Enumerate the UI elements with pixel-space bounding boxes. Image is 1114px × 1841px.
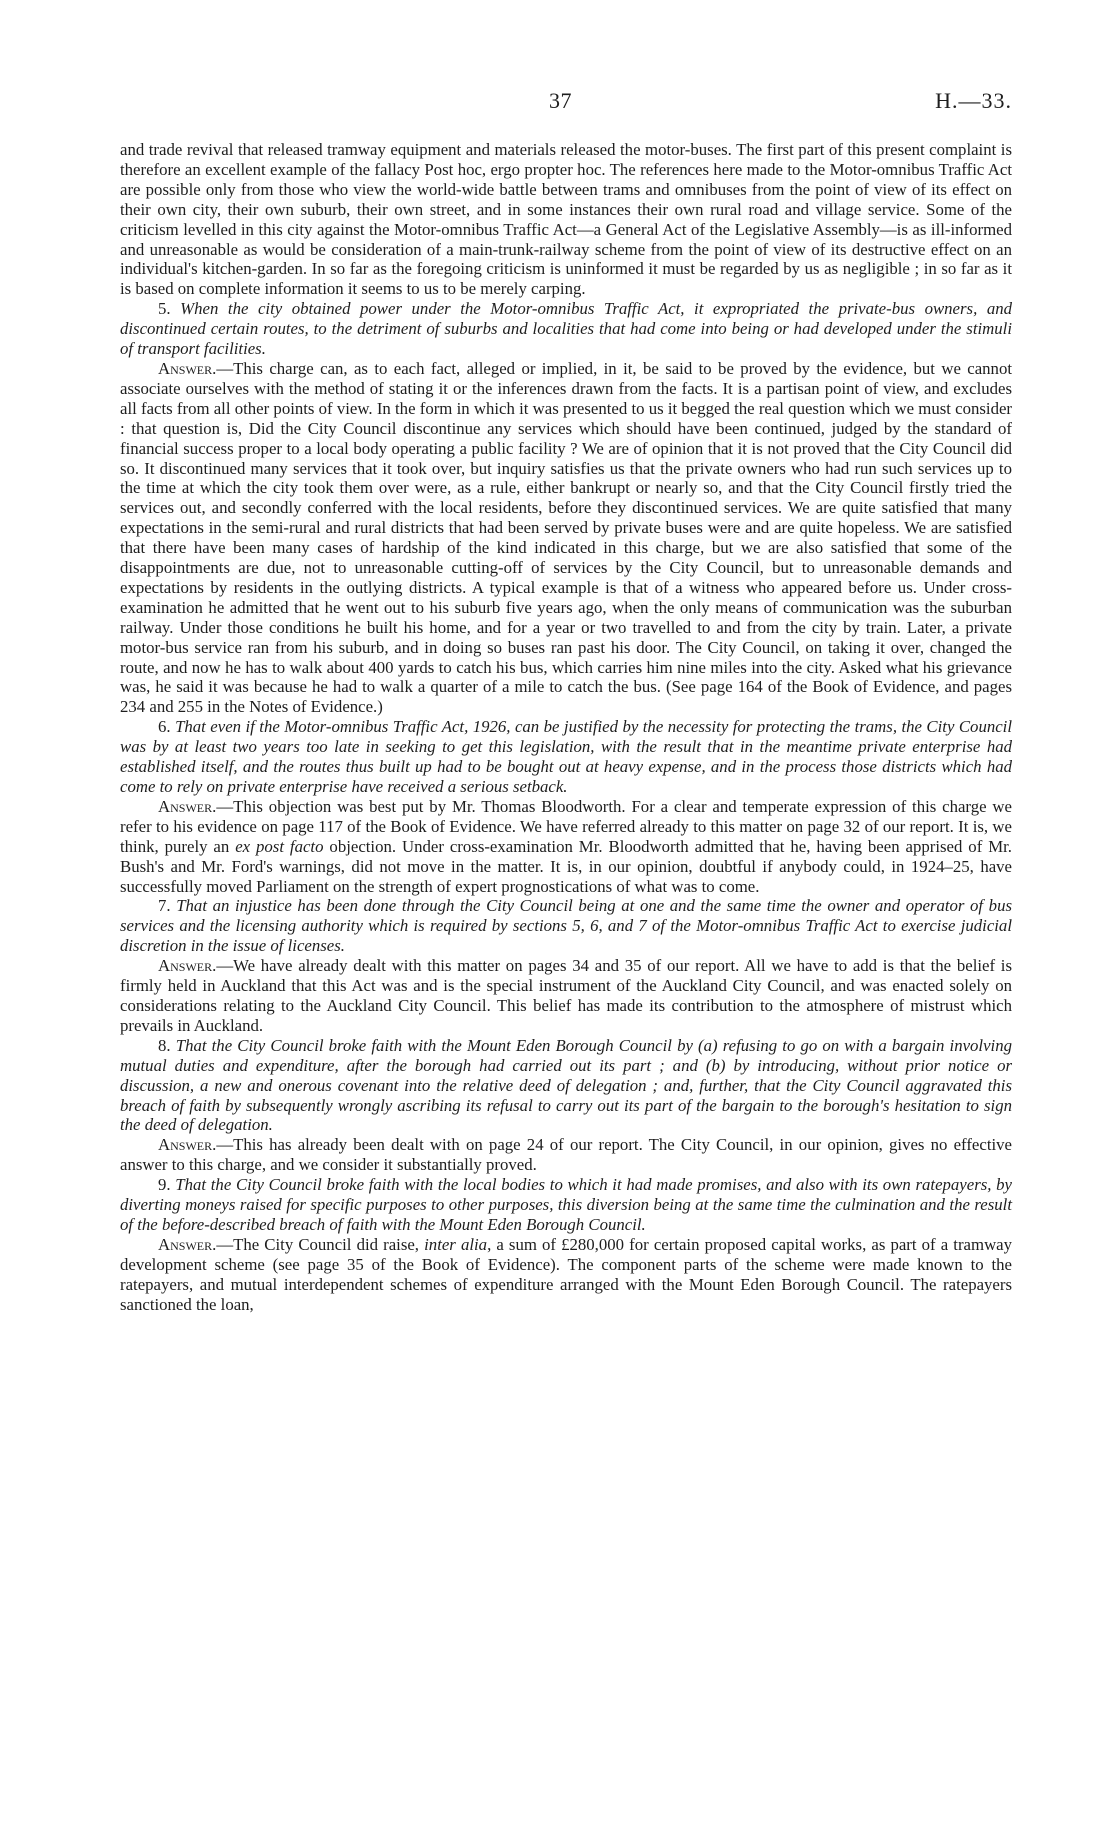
answer-label: Answer. bbox=[158, 956, 217, 976]
charge-text: That the City Council broke faith with the local bodies to which it had made promises, and also with its own ratepayers, by diverting moneys raised for specific purposes to other purposes, this diversion being at the same time the culmination and the result of the before-described breach of faith with the Mount Eden Borough Council. bbox=[120, 1175, 1012, 1234]
answer-label: Answer. bbox=[158, 358, 217, 378]
answer-6 bbox=[120, 797, 1012, 897]
answer-text: —This objection was best put by Mr. Thomas Bloodworth. For a clear and temperate expression of this charge we refer to his evidence on page 117 of the Book of Evidence. We have referred already to this matter on page 32 of our report. It is, we think, purely an bbox=[120, 796, 1012, 856]
charge-7 bbox=[120, 896, 1012, 956]
paragraph-continuation: and trade revival that released tramway equipment and materials released the motor-buses. The first part of this present complaint is therefore an excellent example of the fallacy Post hoc, ergo propter hoc. The references here made to the Motor-omnibus Traffic Act are possible only from those who view the world-wide battle between trams and omnibuses from the point of view of its effect on their own city, their own suburb, their own street, and in some instances their own rural road and village service. Some of the criticism levelled in this city against the Motor-omnibus Traffic Act—a General Act of the Legislative Assembly—is as ill-informed and unreasonable as would be consideration of a main-trunk-railway scheme from the point of view of its destructive effect on an individual's kitchen-garden. In so far as the foregoing criticism is uninformed it must be regarded by us as negligible ; in so far as it is based on complete information it seems to us to be merely carping. bbox=[120, 140, 1012, 299]
answer-label: Answer. bbox=[158, 1135, 217, 1155]
answer-7 bbox=[120, 956, 1012, 1036]
charge-6 bbox=[120, 717, 1012, 797]
page-number: 37 bbox=[549, 88, 572, 113]
charge-8 bbox=[120, 1036, 1012, 1136]
answer-9 bbox=[120, 1235, 1012, 1315]
charge-number: 7. bbox=[158, 896, 171, 916]
charge-text: That an injustice has been done through the City Council being at one and the same time the owner and operator of bus services and the licensing authority which is required by sections 5, 6, and 7 of the Motor-omnibus Traffic Act to exercise judicial discretion in the issue of licenses. bbox=[120, 896, 1012, 956]
answer-label: Answer. bbox=[158, 796, 217, 816]
charge-text: That even if the Motor-omnibus Traffic Act, 1926, can be justified by the necessity for protecting the trams, the City Council was by at least two years too late in seeking to get this legislation, with the result that in the meantime private enterprise had established itself, and the routes thus built up had to be bought out at heavy expense, and in the process those districts which had come to rely on private enterprise have received a serious setback. bbox=[120, 717, 1012, 796]
charge-number: 6. bbox=[158, 717, 171, 737]
body-text bbox=[120, 140, 1012, 1314]
charge-text: That the City Council broke faith with the Mount Eden Borough Council by (a) refusing to go on with a bargain involving mutual duties and expenditure, after the borough had carried out its part ; and (b) by introducing, without prior notice or discussion, a new and onerous covenant into the relative deed of delegation ; and, further, that the City Council aggravated this breach of faith by subsequently wrongly ascribing its refusal to carry out its part of the bargain to the borough's hesitation to sign the deed of delegation. bbox=[120, 1035, 1012, 1135]
charge-text: When the city obtained power under the Motor-omnibus Traffic Act, it expropriated the private-bus owners, and discontinued certain routes, to the detriment of suburbs and localities that had come into being or had developed under the stimuli of transport facilities. bbox=[120, 299, 1012, 359]
latin-phrase: ex post facto bbox=[235, 836, 324, 856]
paper-reference: H.—33. bbox=[935, 88, 1012, 113]
charge-number: 9. bbox=[158, 1175, 171, 1195]
charge-number: 5. bbox=[158, 299, 171, 319]
answer-text: , a sum of £280,000 for certain proposed capital works, as part of a tramway development scheme (see page 35 of the Book of Evidence). The component parts of the scheme were made known to the ratepayers, and mutual interdependent schemes of expenditure arranged with the Mount Eden Borough Council. The ratepayers sanctioned the loan, bbox=[120, 1234, 1013, 1314]
answer-5 bbox=[120, 359, 1012, 717]
answer-label: Answer. bbox=[158, 1234, 217, 1254]
answer-text: —This has already been dealt with on page 24 of our report. The City Council, in our opinion, gives no effective answer to this charge, and we consider it substantially proved. bbox=[120, 1135, 1012, 1175]
answer-8 bbox=[120, 1135, 1012, 1175]
charge-9 bbox=[120, 1175, 1012, 1235]
answer-text: —We have already dealt with this matter on pages 34 and 35 of our report. All we have to add is that the belief is firmly held in Auckland that this Act was and is the special instrument of the Auckland City Council, and was enacted solely on considerations relating to the Auckland City Council. This belief has made its contribution to the atmosphere of mistrust which prevails in Auckland. bbox=[120, 956, 1012, 1035]
answer-text: —The City Council did raise, bbox=[216, 1234, 420, 1254]
latin-phrase: inter alia bbox=[424, 1234, 488, 1254]
answer-text: objection. Under cross-examination Mr. Bloodworth admitted that he, having been apprised of Mr. Bush's and Mr. Ford's warnings, did not move in the matter. It is, in our opinion, doubtful if anybody could, in 1924–25, have successfully moved Parliament on the strength of expert prognostications of what was to come. bbox=[120, 836, 1012, 896]
page-header bbox=[120, 88, 1012, 140]
charge-5 bbox=[120, 299, 1012, 359]
charge-number: 8. bbox=[158, 1035, 171, 1055]
answer-text: —This charge can, as to each fact, alleged or implied, in it, be said to be proved by the evidence, but we cannot associate ourselves with the method of stating it or the inferences drawn from the facts. It is a partisan point of view, and excludes all facts from all other points of view. In the form in which it was presented to us it begged the real question which we must consider : that question is, Did the City Council discontinue any services which should have been continued, judged by the standard of financial success proper to a local body operating a public facility ? We are of opinion that it is not proved that the City Council did so. It discontinued many services that it took over, but inquiry satisfies us that the private owners who had run such services up to the time at which the city took them over were, as a rule, either bankrupt or nearly so, and that the City Council firstly tried the services out, and secondly conferred with the local residents, before they discontinued services. We are quite satisfied that many expectations in the semi-rural and rural districts that had been served by private buses were and are quite hopeless. We are satisfied that there have been many cases of hardship of the kind indicated in this charge, but we are also satisfied that some of the disappointments are due, not to unreasonable cutting-off of services by the City Council, but to unreasonable demands and expectations by residents in the outlying districts. A typical example is that of a witness who appeared before us. Under cross-examination he admitted that he went out to his suburb five years ago, when the only means of communication was the suburban railway. Under those conditions he built his home, and for a year or two travelled to and from the city by train. Later, a private motor-bus service ran from his suburb, and in doing so buses ran past his door. The City Council, on taking it over, changed the route, and now he has to walk about 400 yards to catch his bus, which carries him nine miles into the city. Asked what his grievance was, he said it was because he had to walk a quarter of a mile to catch the bus. (See page 164 of the Book of Evidence, and pages 234 and 255 in the Notes of Evidence.) bbox=[120, 358, 1012, 717]
